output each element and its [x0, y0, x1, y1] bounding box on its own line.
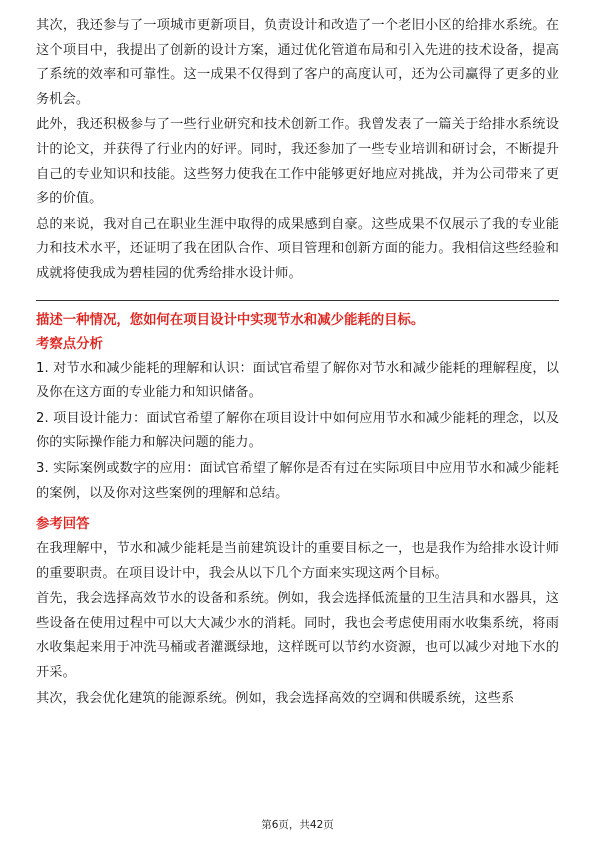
- page-number-footer: 第6页，共42页: [261, 819, 334, 831]
- question-title: 描述一种情况，您如何在项目设计中实现节水和减少能耗的目标。: [36, 312, 425, 328]
- answer-paragraph-2: 首先，我会选择高效节水的设备和系统。例如，我会选择低流量的卫生洁具和水器具，这些设备在使用过程中可以大大减少水的消耗。同时，我也会考虑使用雨水收集系统，将雨水收集起来用于冲洗马桶或者灌溉绿地，这样既可以节约水资源，也可以减少对地下水的开采。: [36, 591, 559, 681]
- analysis-point-3: 3. 实际案例或数字的应用：面试官希望了解你是否有过在实际项目中应用节水和减少能耗的案例，以及你对这些案例的理解和总结。: [36, 460, 559, 501]
- analysis-point-2: 2. 项目设计能力：面试官希望了解你在项目设计中如何应用节水和减少能耗的理念，以及你的实际操作能力和解决问题的能力。: [36, 410, 559, 451]
- analysis-heading: 考察点分析: [36, 336, 103, 352]
- answer-paragraph-1: 在我理解中，节水和减少能耗是当前建筑设计的重要目标之一，也是我作为给排水设计师的重要职责。在项目设计中，我会从以下几个方面来实现这两个目标。: [36, 541, 559, 581]
- document-body: [36, 14, 559, 712]
- answer-heading: 参考回答: [36, 517, 90, 533]
- section-divider: [36, 300, 559, 301]
- answer-paragraph-3: 其次，我会优化建筑的能源系统。例如，我会选择高效的空调和供暖系统，这些系: [36, 690, 515, 706]
- intro-paragraph-1: 其次，我还参与了一项城市更新项目，负责设计和改造了一个老旧小区的给排水系统。在这个项目中，我提出了创新的设计方案，通过优化管道布局和引入先进的技术设备，提高了系统的效率和可靠性。这一成果不仅得到了客户的高度认可，还为公司赢得了更多的业务机会。: [36, 18, 559, 107]
- analysis-point-1: 1. 对节水和减少能耗的理解和认识：面试官希望了解你对节水和减少能耗的理解程度，以及你在这方面的专业能力和知识储备。: [36, 360, 559, 401]
- intro-paragraph-2: 此外，我还积极参与了一些行业研究和技术创新工作。我曾发表了一篇关于给排水系统设计的论文，并获得了行业内的好评。同时，我还参加了一些专业培训和研讨会，不断提升自己的专业知识和技能。这些努力使我在工作中能够更好地应对挑战，并为公司带来了更多的价值。: [36, 117, 559, 207]
- intro-paragraph-3: 总的来说，我对自己在职业生涯中取得的成果感到自豪。这些成果不仅展示了我的专业能力和技术水平，还证明了我在团队合作、项目管理和创新方面的能力。我相信这些经验和成就将使我成为碧桂园的优秀给排水设计师。: [36, 216, 559, 281]
